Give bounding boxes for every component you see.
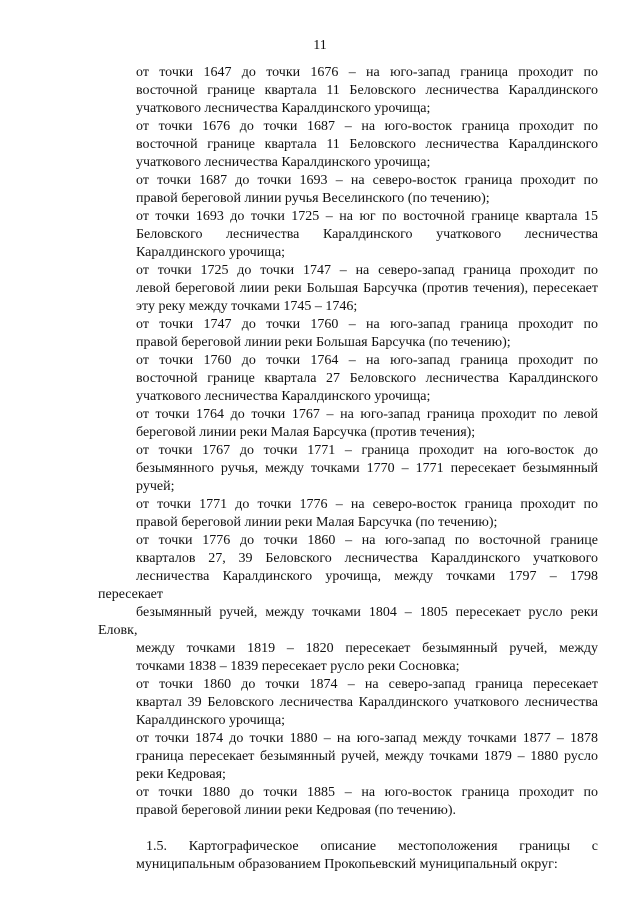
document-body bbox=[98, 64, 598, 874]
paragraph bbox=[98, 208, 598, 262]
text-line: лесничества Каралдинского урочища, между точками 1797 – 1798 пересекает bbox=[98, 569, 598, 602]
text-line: правой береговой линии реки Малая Барсучка (по течению); bbox=[136, 515, 498, 530]
text-line: от точки 1764 до точки 1767 – на юго-запад граница проходит по левой bbox=[136, 407, 598, 422]
text-line: Беловского лесничества Каралдинского учаткового лесничества bbox=[136, 227, 598, 242]
page-number: 11 bbox=[313, 38, 327, 53]
text-line: от точки 1747 до точки 1760 – на юго-запад граница проходит по bbox=[136, 317, 598, 332]
paragraph bbox=[98, 64, 598, 118]
text-line: восточной границе квартала 27 Беловского лесничества Каралдинского bbox=[136, 371, 598, 386]
paragraph bbox=[98, 784, 598, 820]
text-line: Каралдинского урочища; bbox=[136, 713, 286, 728]
text-line: учаткового лесничества Каралдинского урочища; bbox=[136, 101, 431, 116]
text-line: от точки 1693 до точки 1725 – на юг по восточной границе квартала 15 bbox=[136, 209, 598, 224]
paragraph bbox=[98, 118, 598, 172]
text-line: правой береговой линии ручья Веселинского (по течению); bbox=[136, 191, 490, 206]
text-line: муниципальным образованием Прокопьевский муниципальный округ: bbox=[136, 857, 558, 872]
text-line: от точки 1776 до точки 1860 – на юго-запад по восточной границе bbox=[136, 533, 598, 548]
text-line: от точки 1767 до точки 1771 – граница проходит на юго-восток до bbox=[136, 443, 598, 458]
text-line: от точки 1771 до точки 1776 – на северо-восток граница проходит по bbox=[136, 497, 598, 512]
text-line: безымянного ручья, между точками 1770 – 1771 пересекает безымянный bbox=[136, 461, 598, 476]
text-line: от точки 1760 до точки 1764 – на юго-запад граница проходит по bbox=[136, 353, 598, 368]
text-line: кварталов 27, 39 Беловского лесничества Каралдинского учаткового bbox=[136, 551, 598, 566]
text-line: от точки 1860 до точки 1874 – на северо-запад граница пересекает bbox=[136, 677, 598, 692]
text-line: учаткового лесничества Каралдинского урочища; bbox=[136, 389, 431, 404]
text-line: от точки 1647 до точки 1676 – на юго-запад граница проходит по bbox=[136, 65, 598, 80]
text-line: от точки 1687 до точки 1693 – на северо-восток граница проходит по bbox=[136, 173, 598, 188]
text-line: восточной границе квартала 11 Беловского лесничества Каралдинского bbox=[136, 137, 598, 152]
text-line: от точки 1874 до точки 1880 – на юго-запад между точками 1877 – 1878 bbox=[136, 731, 598, 746]
text-line: реки Кедровая; bbox=[136, 767, 226, 782]
text-line: граница пересекает безымянный ручей, между точками 1879 – 1880 русло bbox=[136, 749, 598, 764]
paragraph bbox=[98, 730, 598, 784]
paragraph bbox=[98, 442, 598, 496]
text-line: 1.5. Картографическое описание местоположения границы с bbox=[146, 839, 598, 854]
paragraph bbox=[98, 262, 598, 316]
text-line: учаткового лесничества Каралдинского урочища; bbox=[136, 155, 431, 170]
section-heading bbox=[98, 838, 598, 874]
text-line: правой береговой линии реки Большая Барсучка (по течению); bbox=[136, 335, 511, 350]
paragraph bbox=[98, 676, 598, 730]
text-line: от точки 1676 до точки 1687 – на юго-восток граница проходит по bbox=[136, 119, 598, 134]
text-line: восточной границе квартала 11 Беловского лесничества Каралдинского bbox=[136, 83, 598, 98]
text-line: правой береговой линии реки Кедровая (по течению). bbox=[136, 803, 456, 818]
text-line: квартал 39 Беловского лесничества Каралдинского учаткового лесничества bbox=[136, 695, 598, 710]
text-line: от точки 1725 до точки 1747 – на северо-запад граница проходит по bbox=[136, 263, 598, 278]
text-line: безымянный ручей, между точками 1804 – 1805 пересекает русло реки Еловк, bbox=[98, 605, 598, 638]
paragraph bbox=[98, 496, 598, 532]
text-line: между точками 1819 – 1820 пересекает безымянный ручей, между bbox=[136, 641, 598, 656]
paragraph bbox=[98, 352, 598, 406]
paragraph bbox=[98, 532, 598, 676]
text-line: Каралдинского урочища; bbox=[136, 245, 286, 260]
text-line: береговой линии реки Малая Барсучка (против течения); bbox=[136, 425, 476, 440]
paragraph bbox=[98, 172, 598, 208]
paragraph bbox=[98, 316, 598, 352]
text-line: от точки 1880 до точки 1885 – на юго-восток граница проходит по bbox=[136, 785, 598, 800]
text-line: эту реку между точками 1745 – 1746; bbox=[136, 299, 358, 314]
text-line: точками 1838 – 1839 пересекает русло реки Сосновка; bbox=[136, 659, 460, 674]
text-line: левой береговой лиии реки Большая Барсучка (против течения), пересекает bbox=[136, 281, 598, 296]
text-line: ручей; bbox=[136, 479, 175, 494]
paragraph bbox=[98, 406, 598, 442]
